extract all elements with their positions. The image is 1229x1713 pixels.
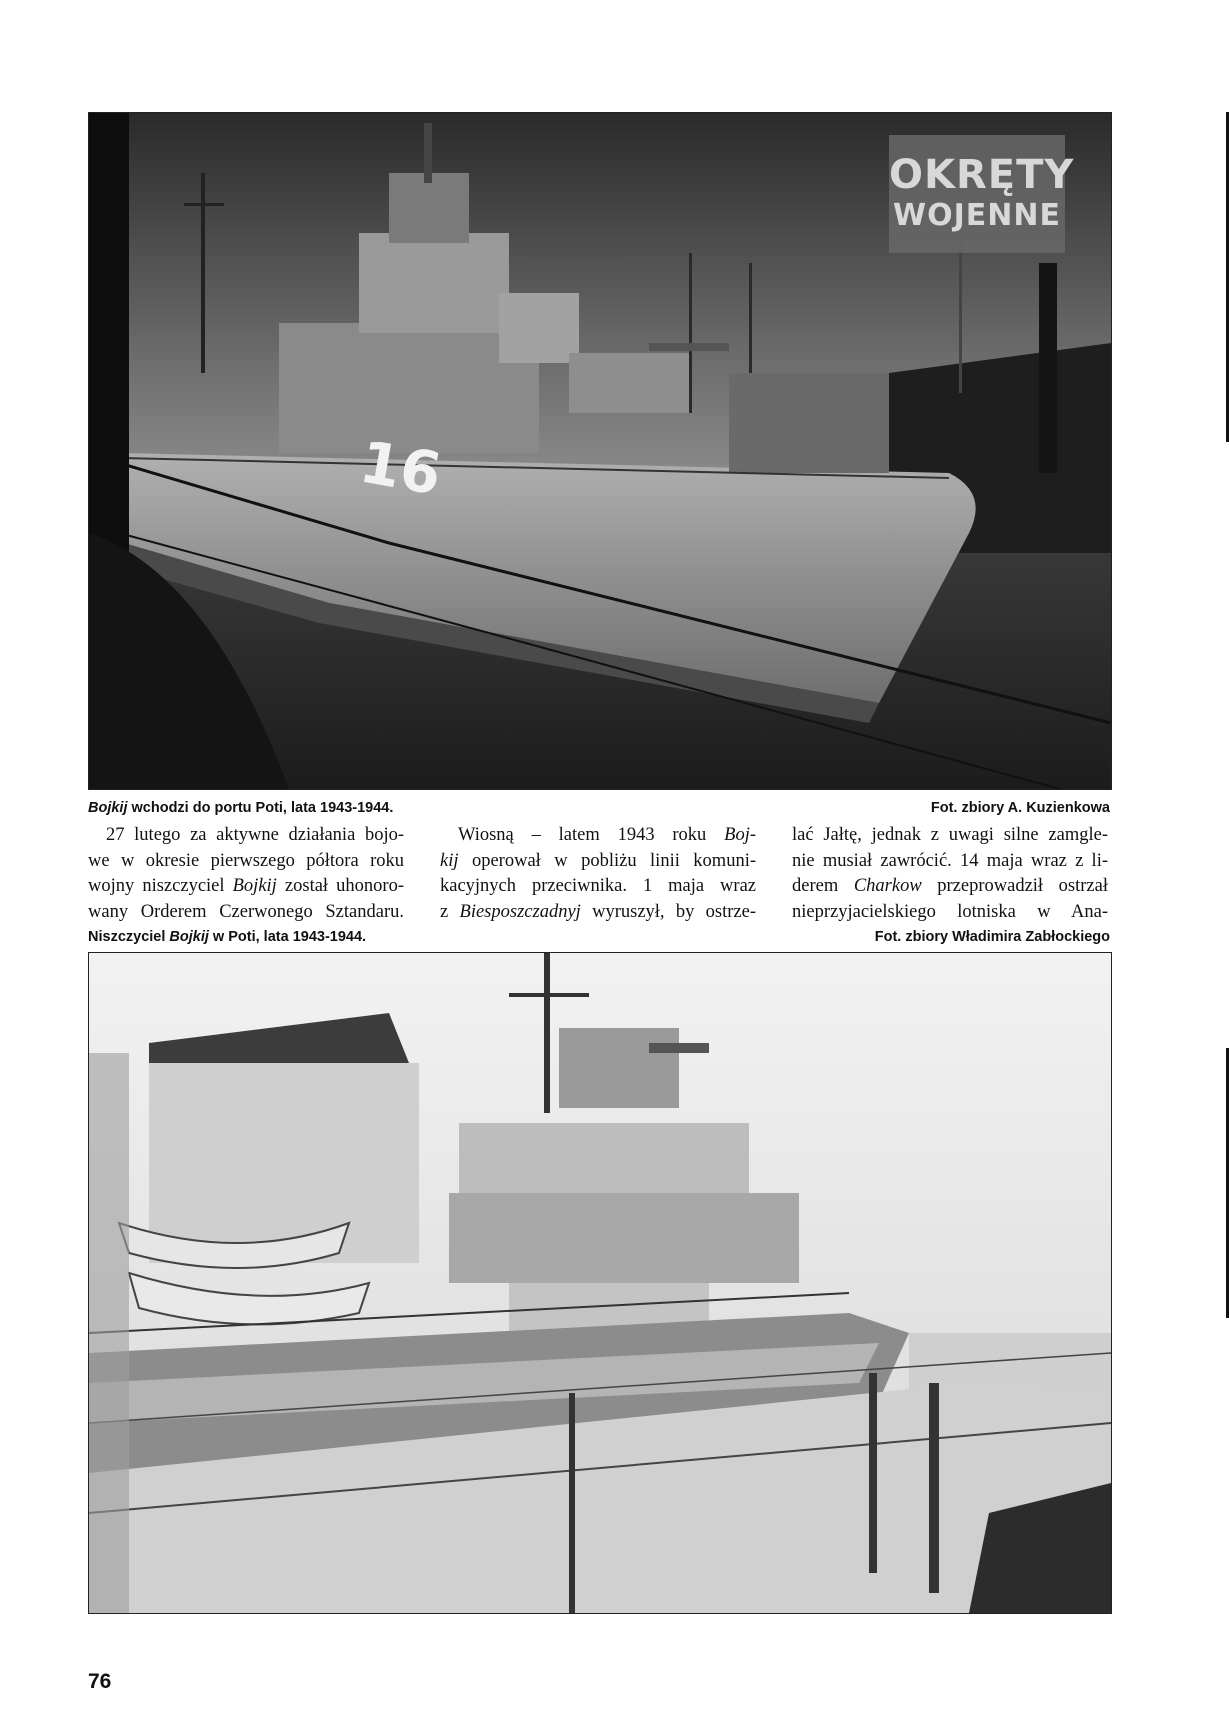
text-line	[88, 874, 404, 900]
watermark-line2: WOJENNE	[893, 198, 1061, 233]
text-column-2	[440, 823, 756, 925]
ship-name: Bojkij	[232, 876, 277, 896]
caption-top-photo	[88, 800, 393, 816]
ship-name: Biesposzczadnyj	[459, 901, 581, 922]
ship-photo-bottom-image	[89, 953, 1111, 1613]
hull-number-label: 16	[355, 427, 447, 509]
photo-destroyer-in-poti	[88, 952, 1112, 1614]
text-fragment: derem	[792, 876, 854, 896]
text-line: nieprzyjacielskiego lotniska w Ana-	[792, 901, 1108, 922]
text-line: lać Jałtę, jednak z uwagi silne zamgle-	[792, 825, 1108, 845]
text-fragment: operował w pobliżu linii komuni-	[458, 850, 756, 871]
text-fragment: Wiosną – latem 1943 roku	[458, 825, 725, 845]
text-line: 27 lutego za aktywne działania bojo-	[106, 825, 404, 845]
text-line	[792, 874, 1108, 900]
text-line: we w okresie pierwszego półtora roku	[88, 850, 404, 871]
caption-text: wchodzi do portu Poti, lata 1943-1944.	[127, 800, 394, 816]
ship-name: Charkow	[853, 876, 922, 896]
text-line	[440, 823, 756, 849]
text-fragment: przeprowadził ostrzał	[921, 876, 1108, 896]
ship-name: kij	[440, 850, 459, 871]
watermark-line1: OKRĘTY	[889, 152, 1075, 198]
text-column-1	[88, 823, 404, 925]
page-number: 76	[88, 1670, 112, 1693]
text-fragment: wyruszył, by ostrze-	[580, 901, 757, 922]
caption-text: w Poti, lata 1943-1944.	[208, 929, 367, 945]
caption-ship-name: Bojkij	[88, 800, 128, 816]
text-line: nie musiał zawrócić. 14 maja wraz z li-	[792, 850, 1108, 871]
caption-prefix: Niszczyciel	[88, 929, 170, 945]
text-line	[440, 849, 756, 875]
text-fragment: z	[440, 901, 460, 922]
photo-credit-top: Fot. zbiory A. Kuzienkowa	[930, 800, 1110, 816]
ship-name: Boj-	[724, 825, 756, 845]
caption-ship-name: Bojkij	[169, 929, 209, 945]
text-line: kacyjnych przeciwnika. 1 maja wraz	[440, 876, 756, 896]
text-column-3	[792, 823, 1108, 925]
photo-destroyer-entering-port	[88, 112, 1112, 790]
text-fragment: został uhonoro-	[276, 876, 404, 896]
text-line	[440, 900, 756, 926]
watermark-logo	[889, 135, 1075, 253]
text-line: wany Orderem Czerwonego Sztandaru.	[88, 901, 404, 922]
photo-credit-bottom: Fot. zbiory Władimira Zabłockiego	[874, 929, 1110, 945]
text-fragment: wojny niszczyciel	[88, 876, 233, 896]
caption-bottom-photo	[88, 929, 366, 945]
